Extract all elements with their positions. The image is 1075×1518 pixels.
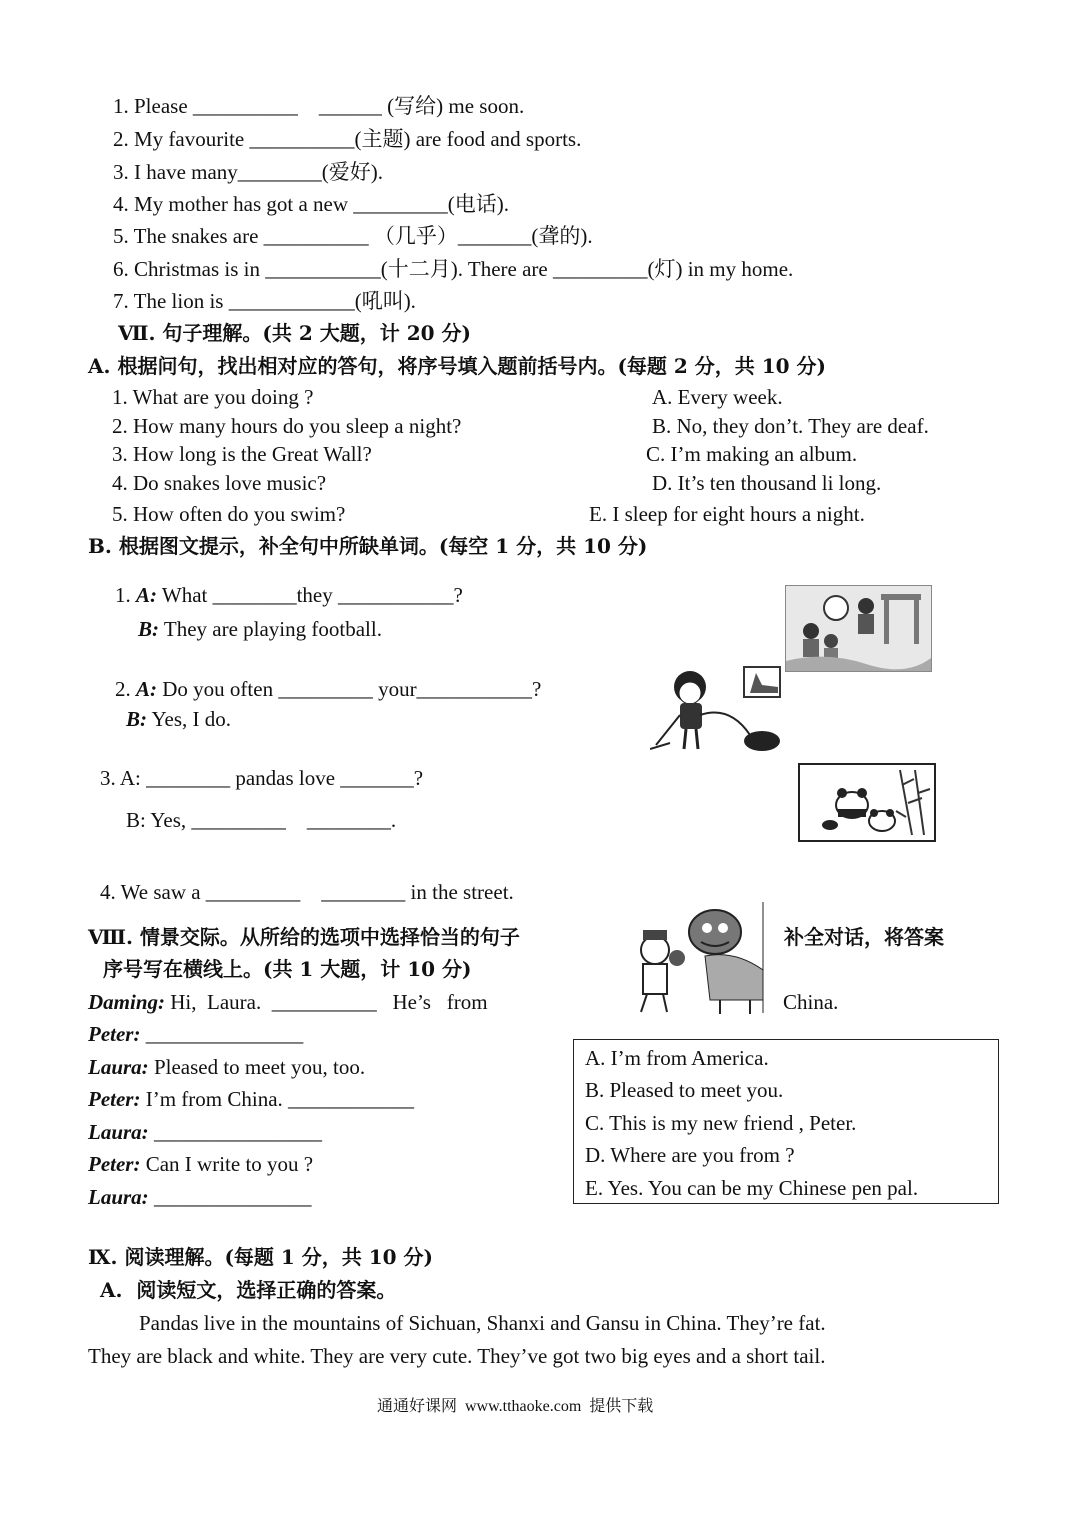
option-e: E. Yes. You can be my Chinese pen pal.	[585, 1176, 919, 1200]
option-d: D. Where are you from ?	[585, 1143, 795, 1167]
b3-question: 3. A: ________ pandas love _______?	[100, 766, 424, 790]
dialogue-china: China.	[783, 990, 839, 1014]
section-7b-title: B. 根据图文提示，补全句中所缺单词。(每空 1 分，共 10 分)	[88, 534, 648, 558]
question-4: 4. Do snakes love music?	[112, 471, 327, 495]
fill-in-item-6: 6. Christmas is in ___________(十二月). There are _________(灯) in my home.	[113, 257, 794, 281]
question-1: 1. What are you doing ?	[112, 385, 314, 409]
section-9a-title: A. 阅读短文，选择正确的答案。	[100, 1278, 397, 1302]
dialogue-line-2: Peter: _______________	[88, 1022, 304, 1046]
dialogue-line-5: Laura: ________________	[88, 1120, 322, 1144]
question-5: 5. How often do you swim?	[112, 502, 346, 526]
dialogue-line-3: Laura: Pleased to meet you, too.	[88, 1055, 366, 1079]
question-2: 2. How many hours do you sleep a night?	[112, 414, 462, 438]
dialogue-line-7: Laura: _______________	[88, 1185, 312, 1209]
section-8-title-left: Ⅷ. 情景交际。从所给的选项中选择恰当的句子	[88, 925, 520, 949]
dialogue-line-6: Peter: Can I write to you ?	[88, 1152, 314, 1176]
b4-question: 4. We saw a _________ ________ in the street.	[100, 880, 514, 904]
page-footer: 通通好课网 www.tthaoke.com 提供下载	[377, 1398, 654, 1415]
fill-in-item-1: 1. Please __________ ______ (写给) me soon.	[113, 94, 525, 118]
reading-line-1: Pandas live in the mountains of Sichuan, Shanxi and Gansu in China. They’re fat.	[139, 1311, 826, 1335]
answer-b: B. No, they don’t. They are deaf.	[652, 414, 929, 438]
section-7a-title: A. 根据问句，找出相对应的答句，将序号填入题前括号内。(每题 2 分，共 10 分)	[88, 354, 826, 378]
answer-d: D. It’s ten thousand li long.	[652, 471, 882, 495]
pandas-picture	[798, 763, 936, 842]
answer-a: A. Every week.	[652, 385, 783, 409]
football-picture	[785, 585, 932, 672]
vacuum-picture	[650, 665, 782, 755]
reading-line-2: They are black and white. They are very cute. They’ve got two big eyes and a short tail.	[88, 1344, 826, 1368]
dialogue-line-4: Peter: I’m from China. ____________	[88, 1087, 415, 1111]
section-7-title: Ⅶ. 句子理解。(共 2 大题，计 20 分)	[118, 321, 471, 345]
section-9-title: Ⅸ. 阅读理解。(每题 1 分，共 10 分)	[88, 1245, 433, 1269]
lion-dance-picture	[615, 900, 765, 1015]
fill-in-item-3: 3. I have many________(爱好).	[113, 160, 384, 184]
dialogue-line-1: Daming: Hi, Laura. __________ He’s from	[88, 990, 488, 1014]
option-c: C. This is my new friend , Peter.	[585, 1111, 857, 1135]
b3-answer: B: Yes, _________ ________.	[126, 808, 397, 832]
option-b: B. Pleased to meet you.	[585, 1078, 784, 1102]
section-8-title-line2: 序号写在横线上。(共 1 大题，计 10 分)	[103, 957, 472, 981]
b2-answer: B: Yes, I do.	[126, 707, 232, 731]
answer-c: C. I’m making an album.	[646, 442, 858, 466]
section-8-title-right: 补全对话，将答案	[784, 925, 944, 949]
b1-question: 1. A: What ________they ___________?	[115, 583, 463, 607]
b2-question: 2. A: Do you often _________ your___________?	[115, 677, 542, 701]
fill-in-item-7: 7. The lion is ____________(吼叫).	[113, 289, 416, 313]
answer-e: E. I sleep for eight hours a night.	[589, 502, 865, 526]
fill-in-item-5: 5. The snakes are __________ （几乎）_______(聋的).	[113, 224, 593, 248]
question-3: 3. How long is the Great Wall?	[112, 442, 372, 466]
b1-answer: B: They are playing football.	[138, 617, 382, 641]
fill-in-item-2: 2. My favourite __________(主题) are food and sports.	[113, 127, 582, 151]
fill-in-item-4: 4. My mother has got a new _________(电话).	[113, 192, 510, 216]
option-a: A. I’m from America.	[585, 1046, 769, 1070]
